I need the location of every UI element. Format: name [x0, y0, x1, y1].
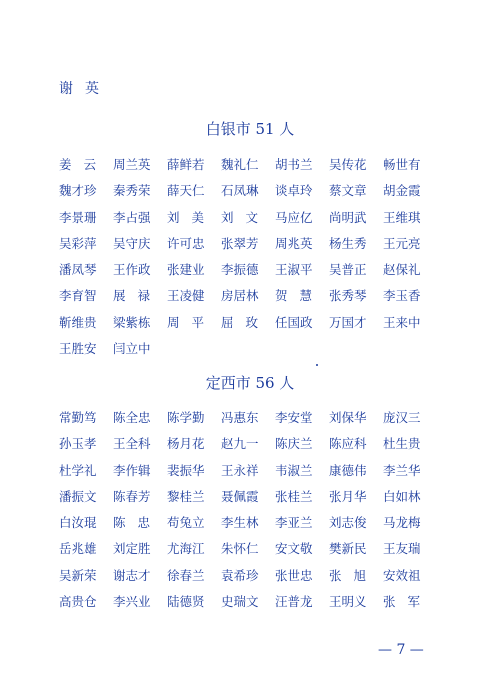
person-name: 樊新民: [329, 541, 367, 557]
person-name: 陈忠: [113, 515, 163, 531]
person-name: 安文敬: [275, 541, 313, 557]
person-name: 裴振华: [167, 462, 205, 478]
person-name: 张桂兰: [275, 488, 313, 504]
person-name: 张军: [383, 594, 433, 610]
person-name: 李生林: [221, 515, 259, 531]
person-name: 谢志才: [113, 567, 151, 583]
person-name: 王凌健: [167, 288, 205, 304]
person-name: 李兰华: [383, 462, 421, 478]
section-heading-baiyin: 白银市 51 人: [205, 120, 295, 138]
person-name: 陈学勤: [167, 410, 205, 425]
name-list-dingxi: [59, 410, 439, 620]
person-name: 靳维贵: [59, 314, 97, 330]
person-name: 李玉香: [383, 288, 421, 304]
person-name: 王维琪: [383, 209, 421, 225]
person-name: 胡书兰: [275, 157, 313, 172]
person-name: 白如林: [383, 488, 421, 504]
person-name: 安效祖: [383, 567, 421, 583]
person-name: 杨月花: [167, 436, 205, 452]
person-name: 陆德贤: [167, 594, 205, 610]
name-list-baiyin: [59, 157, 439, 367]
person-name: 苟兔立: [167, 515, 205, 531]
person-name: 李育智: [59, 288, 97, 304]
person-name: 潘凤琴: [59, 262, 97, 278]
person-name: 吴传花: [329, 157, 367, 172]
person-name: 刘定胜: [113, 541, 151, 557]
person-name: 蔡文章: [329, 183, 367, 199]
person-name: 谈卓玲: [275, 183, 313, 199]
person-name: 马龙梅: [383, 515, 421, 531]
person-name: 陈全忠: [113, 410, 151, 425]
person-name: 吴守庆: [113, 235, 151, 251]
person-name: 常勤笃: [59, 410, 97, 425]
person-name: 吴普正: [329, 262, 367, 278]
person-name: 周平: [167, 314, 217, 330]
person-name: 李安堂: [275, 410, 313, 425]
person-name: 展禄: [113, 288, 163, 304]
person-name: 潘振文: [59, 488, 97, 504]
person-name: 赵九一: [221, 436, 259, 452]
person-name: 刘保华: [329, 410, 367, 425]
person-name: 闫立中: [113, 341, 151, 357]
person-name: 赵保礼: [383, 262, 421, 278]
person-name: 胡金霞: [383, 183, 421, 199]
person-name: 李振德: [221, 262, 259, 278]
person-name: 杜生贵: [383, 436, 421, 452]
person-name: 任国政: [275, 314, 313, 330]
person-name: 梁紫栋: [113, 314, 151, 330]
person-name: 张翠芳: [221, 235, 259, 251]
person-name: 魏才珍: [59, 183, 97, 199]
person-name: 朱怀仁: [221, 541, 259, 557]
person-name: 王永祥: [221, 462, 259, 478]
person-name: 薛鲜若: [167, 157, 205, 172]
person-name: 黎桂兰: [167, 488, 205, 504]
person-name: 李兴业: [113, 594, 151, 610]
person-name: 刘志俊: [329, 515, 367, 531]
person-name: 王作政: [113, 262, 151, 278]
person-name: 张世忠: [275, 567, 313, 583]
person-name: 王胜安: [59, 341, 97, 357]
person-name: 周兰英: [113, 157, 151, 172]
person-name: 李景珊: [59, 209, 97, 225]
person-name: 王淑平: [275, 262, 313, 278]
person-name: 庞汉三: [383, 410, 421, 425]
person-name: 尚明武: [329, 209, 367, 225]
leading-name: 谢英: [59, 81, 111, 97]
person-name: 陈庆兰: [275, 436, 313, 452]
person-name: 康德伟: [329, 462, 367, 478]
person-name: 尤海江: [167, 541, 205, 557]
person-name: 史瑞文: [221, 594, 259, 610]
person-name: 汪普龙: [275, 594, 313, 610]
person-name: 姜云: [59, 157, 109, 172]
person-name: 吴新荣: [59, 567, 97, 583]
person-name: 房居林: [221, 288, 259, 304]
person-name: 韦淑兰: [275, 462, 313, 478]
person-name: 岳兆雄: [59, 541, 97, 557]
section-heading-dingxi: 定西市 56 人: [205, 374, 295, 392]
person-name: 石凤琳: [221, 183, 259, 199]
person-name: 畅世有: [383, 157, 421, 172]
person-name: 刘文: [221, 209, 271, 225]
person-name: 贺慧: [275, 288, 325, 304]
person-name: 张旭: [329, 567, 379, 583]
person-name: 李占强: [113, 209, 151, 225]
person-name: 张月华: [329, 488, 367, 504]
person-name: 许可忠: [167, 235, 205, 251]
person-name: 张建业: [167, 262, 205, 278]
person-name: 李亚兰: [275, 515, 313, 531]
person-name: 王全科: [113, 436, 151, 452]
person-name: 薛天仁: [167, 183, 205, 199]
person-name: 孙玉孝: [59, 436, 97, 452]
person-name: 张秀琴: [329, 288, 367, 304]
person-name: 聂佩霞: [221, 488, 259, 504]
person-name: 周兆英: [275, 235, 313, 251]
person-name: 陈春芳: [113, 488, 151, 504]
person-name: 李作辑: [113, 462, 151, 478]
person-name: 王友瑞: [383, 541, 421, 557]
person-name: 屈玫: [221, 314, 271, 330]
person-name: 王元亮: [383, 235, 421, 251]
person-name: 魏礼仁: [221, 157, 259, 172]
person-name: 袁希珍: [221, 567, 259, 583]
person-name: 秦秀荣: [113, 183, 151, 199]
person-name: 白汝琨: [59, 515, 97, 531]
person-name: 王来中: [383, 314, 421, 330]
person-name: 徐春兰: [167, 567, 205, 583]
person-name: 吴彩萍: [59, 235, 97, 251]
stray-dot: [316, 364, 318, 366]
person-name: 马应亿: [275, 209, 313, 225]
person-name: 刘美: [167, 209, 217, 225]
person-name: 杜学礼: [59, 462, 97, 478]
person-name: 杨生秀: [329, 235, 367, 251]
person-name: 冯惠东: [221, 410, 259, 425]
person-name: 陈应科: [329, 436, 367, 452]
person-name: 万国才: [329, 314, 367, 330]
person-name: 王明义: [329, 594, 367, 610]
person-name: 高贵仓: [59, 594, 97, 610]
page-number: — 7 —: [378, 642, 424, 658]
